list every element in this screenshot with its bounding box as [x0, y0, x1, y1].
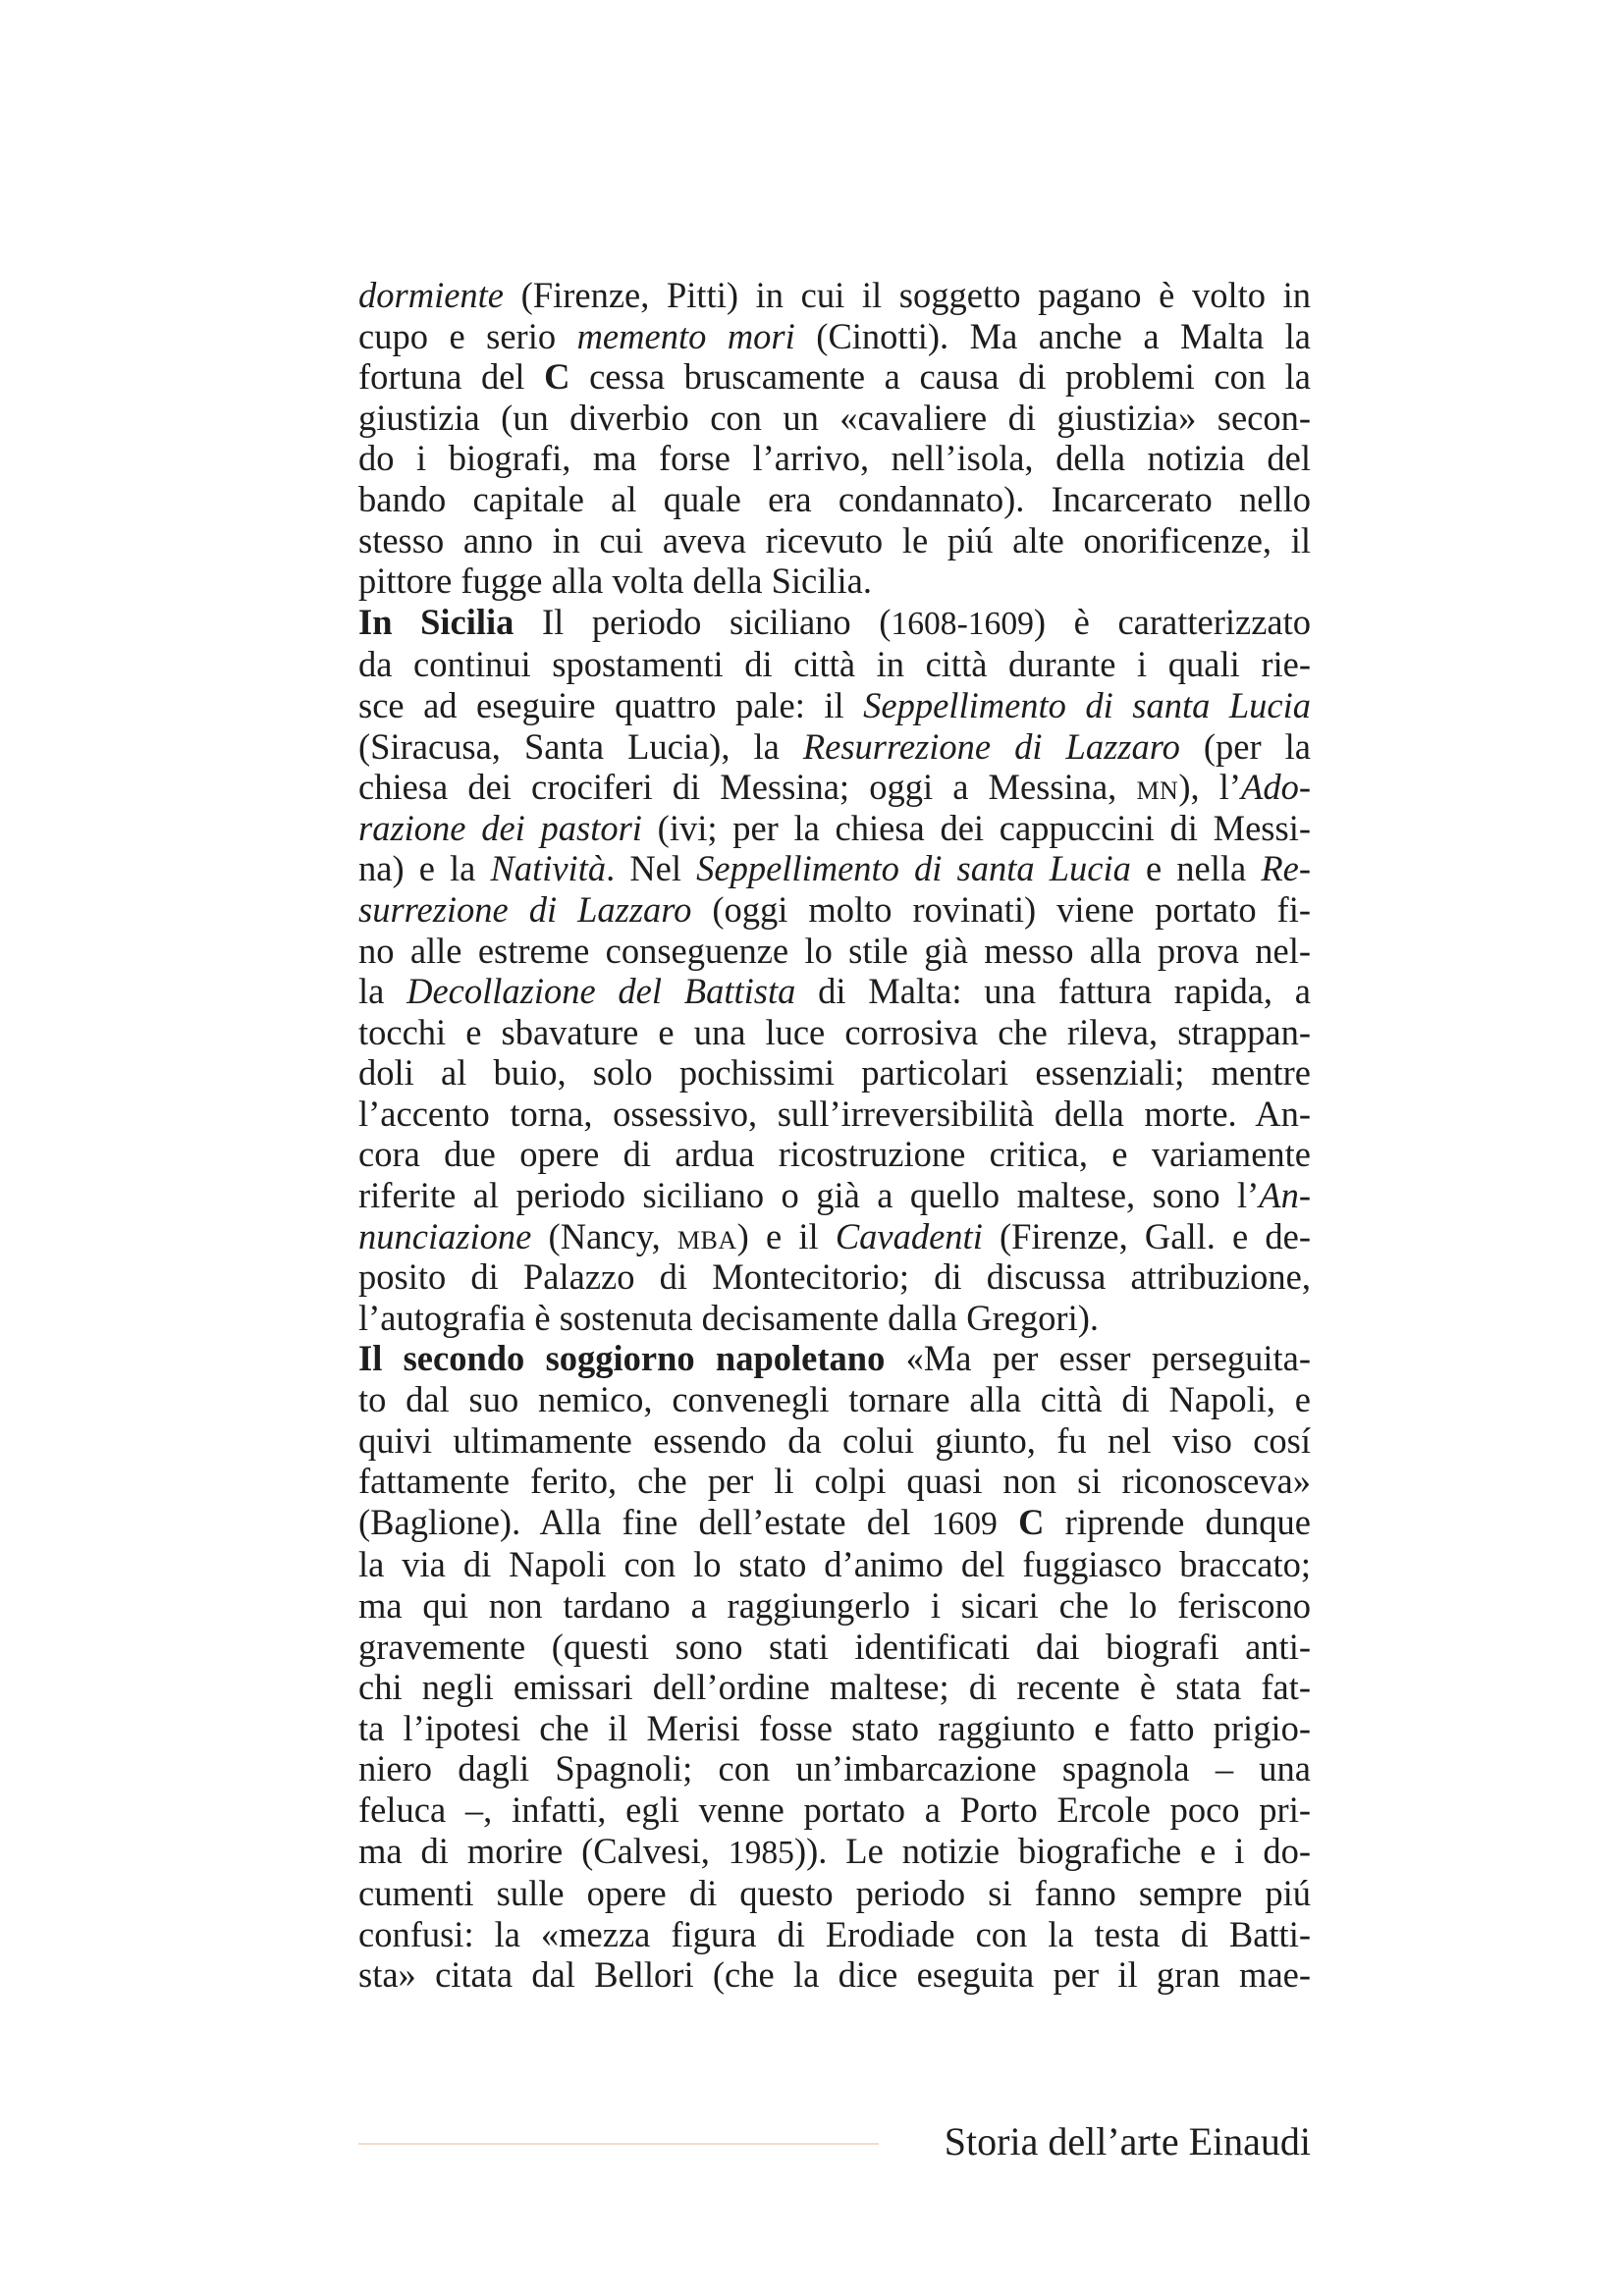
italic-text: dormiente [358, 275, 504, 315]
text-segment: «Ma per esser perseguita- [885, 1338, 1311, 1379]
italic-text: Resurrezione di Lazzaro [802, 725, 1180, 767]
text-segment: cessa bruscamente a causa di problemi con la [569, 356, 1311, 398]
text-segment: quivi ultimamente essendo da colui giunto, fu nel viso cosí [358, 1419, 1311, 1461]
text-line [358, 726, 1311, 768]
text-line [358, 1708, 1311, 1749]
text-segment: l’autografia è sostenuta decisamente dalla Gregori). [358, 1297, 1100, 1338]
italic-text: Seppellimento di santa Lucia [696, 848, 1131, 889]
text-segment: (oggi molto rovinati) viene portato fi- [691, 888, 1311, 930]
text-segment: (Firenze, Pitti) in cui il soggetto pagano è volto in [504, 275, 1311, 315]
italic-text: Cavadenti [835, 1215, 983, 1256]
italic-text: Seppellimento di santa Lucia [863, 684, 1311, 725]
text-line [358, 316, 1311, 357]
text-line [358, 1379, 1311, 1420]
text-segment: ), l’ [1178, 767, 1242, 808]
text-segment: giustizia (un diverbio con un «cavaliere di giustizia» secon- [358, 397, 1311, 438]
text-segment: to dal suo nemico, convenegli tornare alla città di Napoli, e [358, 1379, 1311, 1420]
bold-text: In Sicilia [358, 601, 514, 642]
text-line [358, 602, 1311, 645]
text-segment: mba [676, 1215, 737, 1256]
text-segment: gravemente (questi sono stati identificati dai biografi anti- [358, 1626, 1311, 1667]
text-line [358, 1544, 1311, 1585]
text-line [358, 1585, 1311, 1627]
text-segment: (Cinotti). Ma anche a Malta la [794, 315, 1312, 356]
text-line [358, 1420, 1311, 1462]
text-segment: riprende dunque [1044, 1501, 1311, 1542]
text-segment: . Nel [606, 848, 697, 889]
text-segment: ma di morire (Calvesi, [358, 1830, 729, 1871]
text-segment: na) e la [358, 848, 491, 889]
text-line [358, 931, 1311, 972]
text-line [358, 1216, 1311, 1257]
text-line [358, 1502, 1311, 1545]
text-segment: posito di Palazzo di Montecitorio; di discussa attribuzione, [358, 1256, 1311, 1298]
text-line [358, 398, 1311, 439]
italic-text: razione dei pastori [358, 807, 642, 848]
text-segment: cumenti sulle opere di questo periodo si fanno sempre piú [358, 1873, 1311, 1914]
text-line [358, 971, 1311, 1012]
text-segment: 1609 [931, 1505, 998, 1542]
text-line [358, 1175, 1311, 1216]
text-line [358, 1338, 1311, 1379]
text-segment: riferite al periodo siciliano o già a quello maltese, sono l’ [358, 1175, 1260, 1216]
text-line [358, 1134, 1311, 1175]
text-segment: (Nancy, [531, 1215, 677, 1256]
text-segment: e nella [1130, 848, 1262, 889]
text-segment: ta l’ipotesi che il Merisi fosse stato raggiunto e fatto prigio- [358, 1707, 1311, 1748]
italic-text: Decollazione del Battista [406, 971, 796, 1012]
italic-text: nunciazione [358, 1215, 532, 1256]
italic-text: An- [1259, 1175, 1311, 1216]
text-segment: cora due opere di ardua ricostruzione critica, e variamente [358, 1134, 1311, 1175]
text-line [358, 1094, 1311, 1135]
text-line [358, 1052, 1311, 1094]
text-segment: feluca –, infatti, egli venne portato a Porto Ercole poco pri- [358, 1789, 1311, 1830]
text-line [358, 1298, 1311, 1339]
italic-text: Ado- [1241, 767, 1311, 808]
text-segment: confusi: la «mezza figura di Erodiade con la testa di Batti- [358, 1913, 1311, 1954]
text-line [358, 1873, 1311, 1914]
text-line [358, 520, 1311, 561]
bold-text: Il secondo soggiorno napoletano [358, 1338, 886, 1379]
text-line [358, 1914, 1311, 1955]
text-segment: da continui spostamenti di città in città durante i quali rie- [358, 644, 1311, 685]
text-line [358, 1831, 1311, 1874]
bold-text: C [1018, 1501, 1045, 1542]
text-line [358, 1667, 1311, 1708]
text-line [358, 479, 1311, 520]
italic-text: Natività [490, 848, 607, 889]
text-segment: mn [1136, 767, 1179, 808]
text-segment: ) e il [736, 1215, 836, 1256]
text-line [358, 356, 1311, 398]
text-segment: do i biografi, ma forse l’arrivo, nell’isola, della notizia del [358, 438, 1311, 479]
text-segment: niero dagli Spagnoli; con un’imbarcazione spagnola – una [358, 1748, 1311, 1789]
italic-text: Re- [1261, 848, 1311, 889]
text-line [358, 1748, 1311, 1789]
text-segment: tocchi e sbavature e una luce corrosiva che rileva, strappan- [358, 1011, 1311, 1052]
italic-text: memento mori [576, 315, 795, 356]
text-segment: 1608-1609 [891, 605, 1034, 642]
text-line [358, 1012, 1311, 1053]
body-text [358, 275, 1311, 1996]
bold-text: C [544, 356, 570, 398]
text-line [358, 1954, 1311, 1996]
text-segment: (Baglione). Alla fine dell’estate del [358, 1501, 932, 1542]
text-line [358, 685, 1311, 726]
text-segment: di Malta: una fattura rapida, a [795, 971, 1311, 1012]
text-segment: sta» citata dal Bellori (che la dice eseguita per il gran mae- [358, 1954, 1311, 1996]
text-segment: (Firenze, Gall. e de- [982, 1215, 1312, 1256]
text-segment: la via di Napoli con lo stato d’animo del fuggiasco braccato; [358, 1544, 1311, 1585]
text-segment: (per la [1179, 725, 1312, 767]
footer-title: Storia dell’arte Einaudi [944, 2119, 1311, 2163]
text-segment [998, 1502, 1018, 1542]
text-segment: stesso anno in cui aveva ricevuto le piú alte onorificenze, il [358, 519, 1311, 561]
text-segment: fortuna del [358, 356, 545, 398]
text-segment: 1985 [728, 1834, 794, 1871]
text-line [358, 1256, 1311, 1298]
text-segment: chi negli emissari dell’ordine maltese; di recente è stata fat- [358, 1667, 1311, 1708]
text-segment: fattamente ferito, che per li colpi quasi non si riconosceva» [358, 1461, 1311, 1502]
text-line [358, 889, 1311, 931]
text-segment: )). Le notizie biografiche e i do- [793, 1830, 1311, 1871]
text-line [358, 644, 1311, 685]
text-segment: bando capitale al quale era condannato). Incarcerato nello [358, 478, 1311, 519]
text-segment: doli al buio, solo pochissimi particolari essenziali; mentre [358, 1052, 1311, 1094]
text-segment: la [358, 971, 407, 1012]
text-line [358, 1789, 1311, 1831]
text-line [358, 275, 1311, 316]
text-segment: Il periodo siciliano ( [514, 601, 892, 642]
text-segment: cupo e serio [358, 315, 577, 356]
text-line [358, 808, 1311, 849]
footer-rule [358, 2143, 879, 2145]
text-segment: pittore fugge alla volta della Sicilia. [358, 561, 872, 602]
text-line [358, 848, 1311, 889]
text-segment: l’accento torna, ossessivo, sull’irreversibilità della morte. An- [358, 1093, 1311, 1134]
text-segment: ma qui non tardano a raggiungerlo i sicari che lo feriscono [358, 1585, 1311, 1626]
text-segment: (Siracusa, Santa Lucia), la [358, 725, 803, 767]
text-line [358, 767, 1311, 808]
italic-text: surrezione di Lazzaro [358, 888, 692, 930]
text-segment: (ivi; per la chiesa dei cappuccini di Messi- [641, 807, 1311, 848]
text-segment: sce ad eseguire quattro pale: il [358, 684, 864, 725]
text-line [358, 1627, 1311, 1668]
text-segment: chiesa dei crociferi di Messina; oggi a Messina, [358, 767, 1137, 808]
text-line [358, 561, 1311, 602]
text-line [358, 438, 1311, 479]
text-line [358, 1461, 1311, 1502]
text-segment: ) è caratterizzato [1033, 601, 1311, 642]
text-segment: no alle estreme conseguenze lo stile già messo alla prova nel- [358, 930, 1311, 971]
